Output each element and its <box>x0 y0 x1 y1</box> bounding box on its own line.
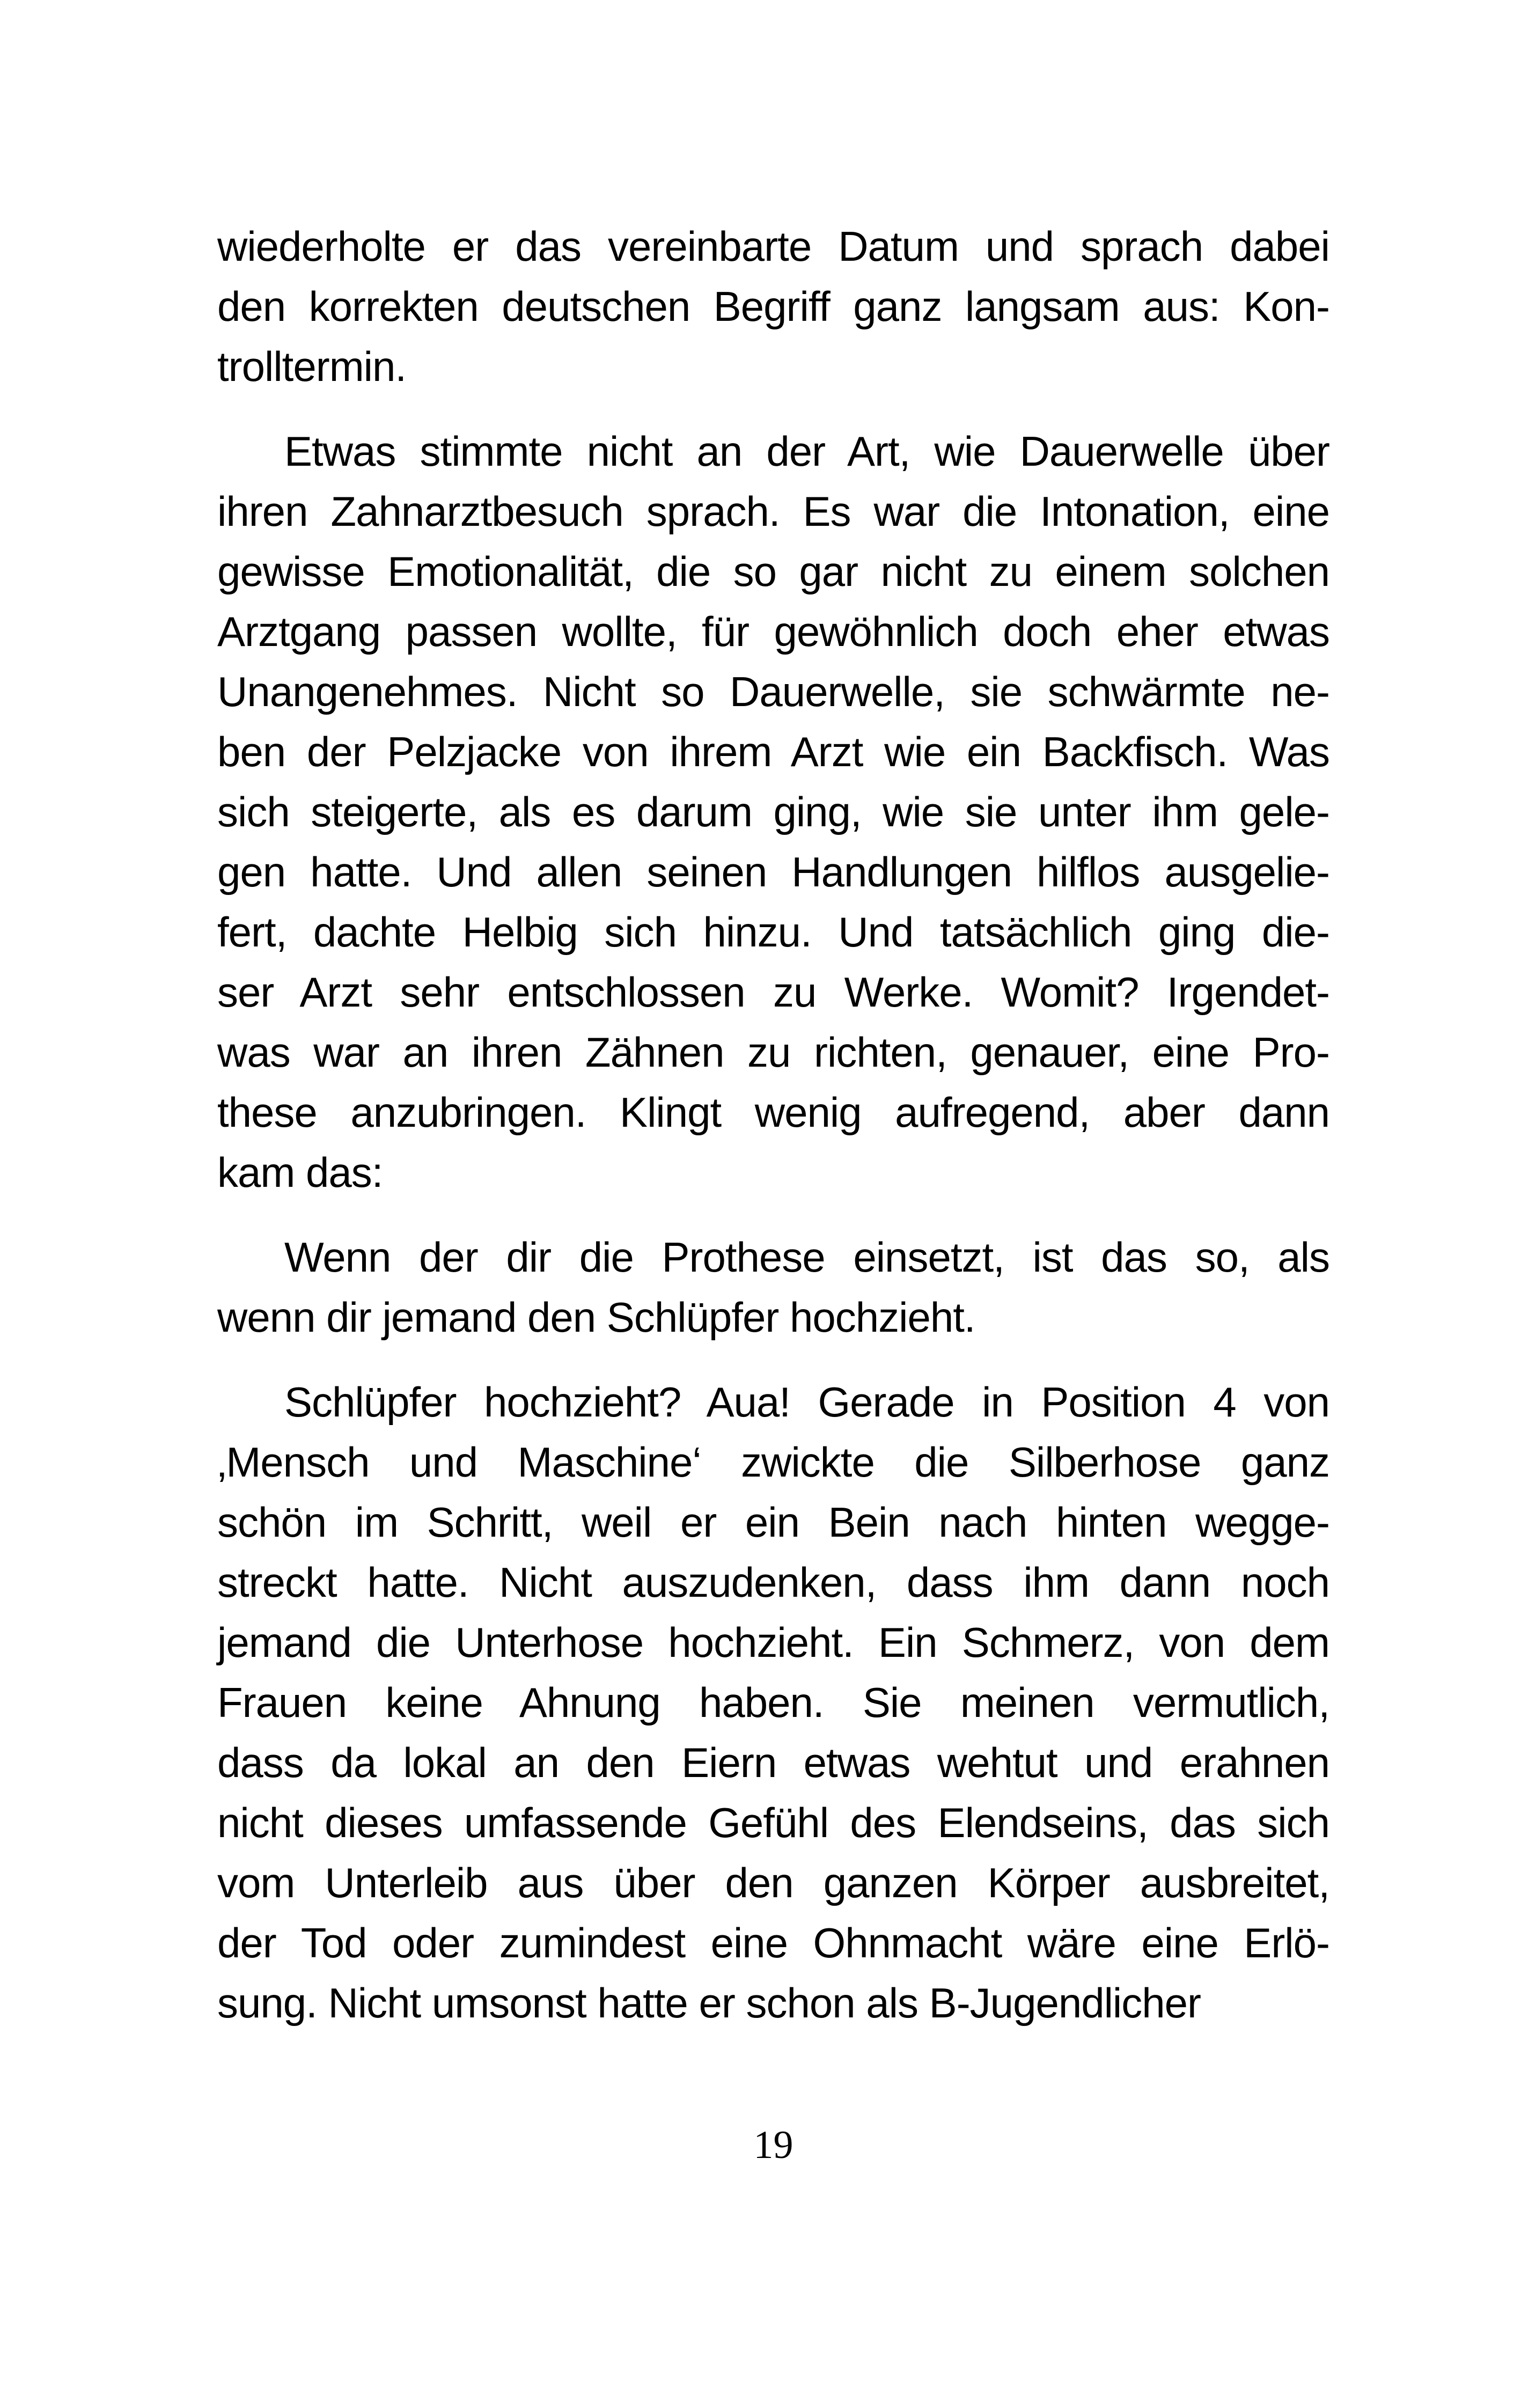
text-line: streckt hatte. Nicht auszudenken, dass ihm dann noch <box>217 1559 1329 1606</box>
text-line: Arztgang passen wollte, für gewöhnlich doch eher etwas <box>217 608 1329 655</box>
text-line: sich steigerte, als es darum ging, wie sie unter ihm gele- <box>217 788 1329 835</box>
text-line: den korrekten deutschen Begriff ganz langsam aus: Kon- <box>217 283 1329 330</box>
paragraph <box>217 1227 1329 1347</box>
text-line: wenn dir jemand den Schlüpfer hochzieht. <box>217 1294 975 1341</box>
text-line: nicht dieses umfassende Gefühl des Elendseins, das sich <box>217 1799 1329 1846</box>
paragraph <box>217 1372 1329 2033</box>
text-line: ‚Mensch und Maschine‘ zwickte die Silberhose ganz <box>217 1438 1329 1486</box>
text-line: ihren Zahnarztbesuch sprach. Es war die Intonation, eine <box>217 488 1329 535</box>
text-line: dass da lokal an den Eiern etwas wehtut und erahnen <box>217 1739 1329 1786</box>
text-line: Schlüpfer hochzieht? Aua! Gerade in Position 4 von <box>284 1378 1329 1426</box>
text-line: Unangenehmes. Nicht so Dauerwelle, sie schwärmte ne- <box>217 668 1329 715</box>
text-line: Etwas stimmte nicht an der Art, wie Dauerwelle über <box>284 428 1329 475</box>
page-number: 19 <box>753 2123 793 2167</box>
text-line: kam das: <box>217 1149 383 1196</box>
paragraph <box>217 421 1329 1202</box>
text-line: ser Arzt sehr entschlossen zu Werke. Womit? Irgendet- <box>217 968 1329 1016</box>
text-line: schön im Schritt, weil er ein Bein nach hinten wegge- <box>217 1499 1329 1546</box>
text-line: wiederholte er das vereinbarte Datum und sprach dabei <box>217 223 1329 270</box>
text-line: fert, dachte Helbig sich hinzu. Und tatsächlich ging die- <box>217 908 1329 956</box>
text-line: gen hatte. Und allen seinen Handlungen hilflos ausgelie- <box>217 848 1329 895</box>
page-text <box>217 216 1329 2033</box>
text-line: gewisse Emotionalität, die so gar nicht zu einem solchen <box>217 548 1329 595</box>
text-line: Frauen keine Ahnung haben. Sie meinen vermutlich, <box>217 1679 1329 1726</box>
text-line: trolltermin. <box>217 343 407 390</box>
text-line: Wenn der dir die Prothese einsetzt, ist das so, als <box>284 1234 1329 1281</box>
text-line: vom Unterleib aus über den ganzen Körper ausbreitet, <box>217 1859 1329 1906</box>
text-line: these anzubringen. Klingt wenig aufregend, aber dann <box>217 1089 1329 1136</box>
paragraph <box>217 216 1329 397</box>
text-line: jemand die Unterhose hochzieht. Ein Schmerz, von dem <box>217 1619 1329 1666</box>
text-line: ben der Pelzjacke von ihrem Arzt wie ein Backfisch. Was <box>217 728 1329 775</box>
text-line: der Tod oder zumindest eine Ohnmacht wäre eine Erlö- <box>217 1919 1329 1966</box>
text-line: sung. Nicht umsonst hatte er schon als B-Jugendlicher <box>217 1979 1201 2027</box>
text-line: was war an ihren Zähnen zu richten, genauer, eine Pro- <box>217 1029 1329 1076</box>
